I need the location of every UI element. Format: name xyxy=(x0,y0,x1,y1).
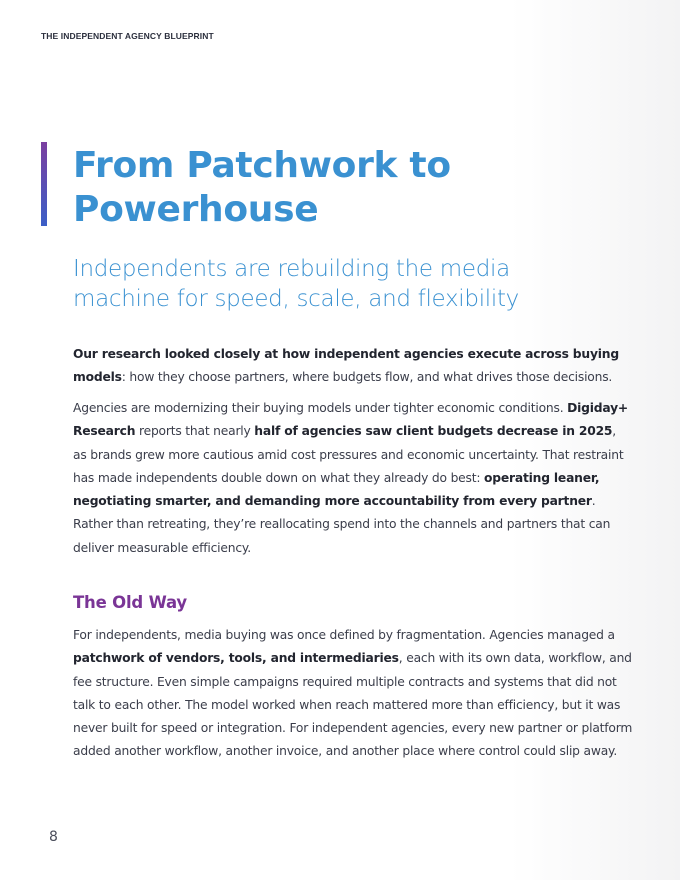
page-subtitle-line-2: machine for speed, scale, and flexibility xyxy=(73,286,519,312)
running-header: THE INDEPENDENT AGENCY BLUEPRINT xyxy=(41,31,214,41)
page-number: 8 xyxy=(49,829,58,845)
context-bold-3: operating leaner, negotiating smarter, and demanding more accountability from every partner xyxy=(73,470,600,509)
old-way-text-2: , each with its own data, workflow, and fee structure. Even simple campaigns required multiple contracts and systems that did not talk to each other. The model worked when reach mattered more than efficiency, but it was never built for speed or integration. For independent agencies, every new partner or platform added another workflow, another invoice, and another place where control could slip away. xyxy=(73,651,633,759)
page-title-line-1: From Patchwork to xyxy=(73,145,451,186)
section-heading-old-way: The Old Way xyxy=(73,593,187,612)
page-title-line-2: Powerhouse xyxy=(73,189,319,230)
context-text-1: Agencies are modernizing their buying models under tighter economic conditions. xyxy=(73,401,568,415)
intro-paragraph xyxy=(73,343,633,390)
intro-text: : how they choose partners, where budgets flow, and what drives those decisions. xyxy=(121,370,613,385)
title-accent-bar xyxy=(41,142,47,226)
context-text-2: reports that nearly xyxy=(135,424,255,439)
context-bold-1: Digiday+ Research xyxy=(73,401,629,439)
intro-bold-text: Our research looked closely at how independent agencies execute across buying models xyxy=(73,347,619,385)
context-text-4: . Rather than retreating, they’re reallocating spend into the channels and partners that can deliver measurable efficiency. xyxy=(73,494,611,555)
page-title xyxy=(73,144,633,232)
context-text-3: , as brands grew more cautious amid cost pressures and economic uncertainty. That restraint has made independents double down on what they already do best: xyxy=(73,424,624,485)
page-subtitle-line-1: Independents are rebuilding the media xyxy=(73,256,510,282)
context-paragraph xyxy=(73,397,633,560)
old-way-text-1: For independents, media buying was once defined by fragmentation. Agencies managed a xyxy=(73,628,615,642)
context-bold-2: half of agencies saw client budgets decrease in 2025 xyxy=(254,424,613,439)
old-way-paragraph xyxy=(73,624,633,764)
page-subtitle xyxy=(73,254,633,314)
old-way-bold-1: patchwork of vendors, tools, and intermediaries xyxy=(73,651,399,666)
